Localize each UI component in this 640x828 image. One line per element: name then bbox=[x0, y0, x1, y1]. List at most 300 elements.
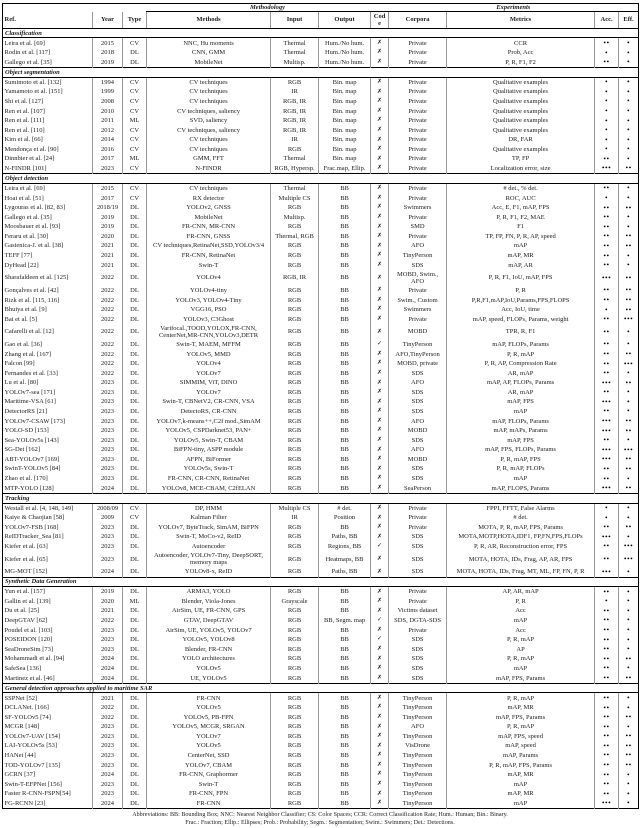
cell-ref: Gasienica-J. et al. [38] bbox=[4, 242, 64, 250]
cell-eff: •• bbox=[619, 654, 639, 664]
cell-year: 2022 bbox=[93, 270, 123, 286]
table-row bbox=[3, 106, 639, 116]
cell-type: DL bbox=[123, 693, 147, 703]
cell-eff: • bbox=[619, 645, 639, 655]
cell-code: ✗ bbox=[371, 286, 389, 296]
section-title: Tracking bbox=[3, 494, 639, 503]
cell-metrics: mAP bbox=[447, 799, 595, 809]
cell-ref: Leira et al. [69] bbox=[4, 39, 45, 47]
cell-eff: • bbox=[619, 513, 639, 523]
cell-type: CV bbox=[123, 513, 147, 523]
cell-ref: YOLOv7-UAV [154] bbox=[4, 732, 61, 740]
cell-year: 2014 bbox=[93, 135, 123, 145]
cell-type: DL bbox=[123, 324, 147, 340]
cell-ref: YOLOv7-CSAW [173] bbox=[4, 417, 66, 425]
cell-input: RGB bbox=[271, 789, 319, 799]
cell-acc: •• bbox=[595, 635, 619, 645]
cell-input: RGB bbox=[271, 532, 319, 542]
cell-type: DL bbox=[123, 713, 147, 723]
cell-corpora: Private bbox=[389, 126, 447, 136]
cell-code: ✗ bbox=[371, 436, 389, 446]
cell-eff: • bbox=[619, 388, 639, 398]
cell-type: DL bbox=[123, 369, 147, 379]
table-row bbox=[3, 270, 639, 286]
cell-metrics: mAP bbox=[447, 407, 595, 417]
cell-corpora: Private bbox=[389, 513, 447, 523]
cell-ref: Leira et al. [69] bbox=[4, 185, 45, 193]
cell-input: RGB bbox=[271, 145, 319, 155]
cell-year: 2011 bbox=[93, 116, 123, 126]
cell-year: 2009 bbox=[93, 513, 123, 523]
cell-methods: CV techniques, saliency bbox=[147, 126, 271, 136]
cell-corpora: MOBD, private bbox=[389, 359, 447, 369]
cell-metrics: Qualitative examples bbox=[447, 126, 595, 136]
cell-type: DL bbox=[123, 635, 147, 645]
table-row bbox=[3, 616, 639, 626]
table-row bbox=[3, 154, 639, 164]
cell-type: CV bbox=[123, 106, 147, 116]
cell-type: DL bbox=[123, 551, 147, 567]
column-header-corpora: Corpora bbox=[389, 12, 447, 29]
cell-corpora: Private bbox=[389, 183, 447, 193]
cell-methods: CenterNet, SSD bbox=[147, 751, 271, 761]
cell-metrics: mAP, FPS, FLOPs, Params bbox=[447, 445, 595, 455]
cell-eff: • bbox=[619, 126, 639, 136]
cell-eff: • bbox=[619, 780, 639, 790]
cell-year: 2023 bbox=[93, 542, 123, 552]
cell-corpora: Private bbox=[389, 48, 447, 58]
cell-corpora: TinyPerson bbox=[389, 693, 447, 703]
section-title: Object segmentation bbox=[3, 68, 639, 77]
cell-year: 2023 bbox=[93, 741, 123, 751]
cell-output: Bin. map bbox=[319, 106, 371, 116]
cell-input: RGB, IR bbox=[271, 126, 319, 136]
cell-year: 2021 bbox=[93, 260, 123, 270]
cell-methods: YOLOv5, Swin-T, CBAM bbox=[147, 436, 271, 446]
cell-methods: NNC, Hu moments bbox=[147, 38, 271, 48]
cell-output: BB bbox=[319, 732, 371, 742]
column-header-code: Code bbox=[371, 12, 389, 29]
cell-eff: •• bbox=[619, 741, 639, 751]
cell-ref: Gallego et al. [35] bbox=[4, 213, 52, 221]
cell-metrics: Qualitative examples bbox=[447, 97, 595, 107]
cell-output: BB bbox=[319, 474, 371, 484]
cell-ref: Sea-YOLOv5s [143] bbox=[4, 436, 59, 444]
cell-type: DL bbox=[123, 587, 147, 597]
cell-methods: YOLO architectures bbox=[147, 654, 271, 664]
cell-ref: Feraru et al. [30] bbox=[4, 232, 49, 240]
cell-output: BB bbox=[319, 270, 371, 286]
table-row bbox=[3, 97, 639, 107]
cell-output: BB bbox=[319, 397, 371, 407]
cell-input: RGB, IR bbox=[271, 116, 319, 126]
cell-code: ✗ bbox=[371, 213, 389, 223]
cell-methods: YOLOv5, MMD bbox=[147, 349, 271, 359]
cell-eff: • bbox=[619, 58, 639, 68]
cell-input: RGB bbox=[271, 713, 319, 723]
table-row bbox=[3, 587, 639, 597]
cell-methods: Swin-T, MAEM, MFFM bbox=[147, 340, 271, 350]
cell-eff: • bbox=[619, 567, 639, 577]
cell-output: BB bbox=[319, 193, 371, 203]
cell-ref: SG-Det [162] bbox=[4, 446, 41, 454]
cell-code: ✗ bbox=[371, 222, 389, 232]
cell-year: 2012 bbox=[93, 126, 123, 136]
cell-year: 2023 bbox=[93, 436, 123, 446]
cell-output: BB bbox=[319, 760, 371, 770]
cell-corpora: TinyPerson bbox=[389, 751, 447, 761]
cell-code: ✗ bbox=[371, 397, 389, 407]
cell-corpora: TinyPerson bbox=[389, 251, 447, 261]
cell-methods: YOLOv5 bbox=[147, 664, 271, 674]
cell-methods: MobileNet bbox=[147, 213, 271, 223]
table-row bbox=[3, 789, 639, 799]
cell-eff: • bbox=[619, 135, 639, 145]
cell-metrics: mAP, FPS, Params bbox=[447, 713, 595, 723]
table-row bbox=[3, 388, 639, 398]
cell-acc: •• bbox=[595, 388, 619, 398]
cell-code: ✗ bbox=[371, 523, 389, 533]
cell-metrics: Localization error, size bbox=[447, 164, 595, 174]
cell-eff: •• bbox=[619, 732, 639, 742]
cell-input: RGB bbox=[271, 625, 319, 635]
cell-corpora: TinyPerson bbox=[389, 799, 447, 809]
cell-corpora: TinyPerson bbox=[389, 770, 447, 780]
cell-input: RGB bbox=[271, 397, 319, 407]
cell-corpora: MOBD bbox=[389, 324, 447, 340]
cell-output: BB bbox=[319, 455, 371, 465]
cell-type: DL bbox=[123, 532, 147, 542]
cell-ref: Lygouras et al. [82, 83] bbox=[4, 204, 66, 212]
cell-code: ✗ bbox=[371, 378, 389, 388]
cell-output: BB bbox=[319, 340, 371, 350]
cell-output: BB bbox=[319, 349, 371, 359]
cell-corpora: SDS bbox=[389, 474, 447, 484]
cell-output: Bin. map bbox=[319, 145, 371, 155]
cell-corpora: SeaPerson bbox=[389, 483, 447, 493]
table-row bbox=[3, 597, 639, 607]
cell-ref: SF-YOLOv5 [74] bbox=[4, 713, 51, 721]
cell-ref: Kiefer et al. [65] bbox=[4, 555, 48, 563]
cell-output: BB bbox=[319, 713, 371, 723]
cell-acc: •• bbox=[595, 673, 619, 683]
cell-ref: Westall et al. [4, 148, 149] bbox=[4, 504, 74, 512]
cell-metrics: mAP, FPS bbox=[447, 397, 595, 407]
cell-year: 2020 bbox=[93, 232, 123, 242]
cell-acc: • bbox=[595, 305, 619, 315]
cell-eff: • bbox=[619, 116, 639, 126]
cell-year: 2023 bbox=[93, 464, 123, 474]
cell-type: DL bbox=[123, 799, 147, 809]
cell-metrics: mAP, Params bbox=[447, 751, 595, 761]
section-title: General detection approaches applied to maritime SAR bbox=[3, 683, 639, 692]
cell-output: Position bbox=[319, 513, 371, 523]
cell-input: RGB bbox=[271, 664, 319, 674]
cell-corpora: SDS bbox=[389, 369, 447, 379]
cell-acc: •• bbox=[595, 464, 619, 474]
cell-output: BB bbox=[319, 407, 371, 417]
cell-metrics: P, R, mAP, FPS, Params bbox=[447, 760, 595, 770]
cell-code: ✗ bbox=[371, 483, 389, 493]
cell-type: CV bbox=[123, 38, 147, 48]
cell-input: RGB bbox=[271, 222, 319, 232]
cell-acc: •• bbox=[595, 625, 619, 635]
cell-year: 2023 bbox=[93, 455, 123, 465]
cell-year: 2019 bbox=[93, 213, 123, 223]
cell-methods: CV techniques bbox=[147, 87, 271, 97]
table-row bbox=[3, 751, 639, 761]
cell-acc: •• bbox=[595, 232, 619, 242]
cell-metrics: mAP, MR bbox=[447, 703, 595, 713]
cell-metrics: MOTA, HOTA, IDs, Frag, AP, AR, FPS bbox=[447, 551, 595, 567]
cell-metrics: ROC, AUC bbox=[447, 193, 595, 203]
cell-corpora: SDS bbox=[389, 436, 447, 446]
cell-output: BB bbox=[319, 597, 371, 607]
cell-acc: •• bbox=[595, 606, 619, 616]
column-header-year: Year bbox=[93, 12, 123, 29]
cell-ref: Martinez et al. [46] bbox=[4, 674, 55, 682]
cell-methods: AFPN, BiFormer bbox=[147, 455, 271, 465]
cell-ref: Fernandes et al. [33] bbox=[4, 369, 58, 377]
cell-ref: Gallin et al. [139] bbox=[4, 597, 51, 605]
table-row bbox=[3, 713, 639, 723]
cell-ref: Kiefer et al. [63] bbox=[4, 542, 48, 550]
cell-type: DL bbox=[123, 606, 147, 616]
cell-year: 2023 bbox=[93, 474, 123, 484]
cell-code: ✓ bbox=[371, 616, 389, 626]
cell-output: BB bbox=[319, 703, 371, 713]
cell-year: 2023 bbox=[93, 789, 123, 799]
cell-acc: • bbox=[595, 193, 619, 203]
cell-year: 2022 bbox=[93, 359, 123, 369]
cell-methods: ARMA3, YOLO bbox=[147, 587, 271, 597]
cell-code: ✓ bbox=[371, 635, 389, 645]
cell-eff: ••• bbox=[619, 445, 639, 455]
cell-output: # det. bbox=[319, 503, 371, 513]
cell-ref: Zhao et al. [170] bbox=[4, 475, 48, 483]
cell-code: ✗ bbox=[371, 551, 389, 567]
cell-corpora: Private bbox=[389, 193, 447, 203]
cell-year: 2023 bbox=[93, 523, 123, 533]
group-header-spacer bbox=[3, 4, 147, 12]
cell-ref: Sharafaldeen et al. [125] bbox=[4, 274, 69, 282]
cell-methods: YOLOv7,k-means++,C2f mod.,SimAM bbox=[147, 416, 271, 426]
cell-output: BB bbox=[319, 645, 371, 655]
cell-ref: ABT-YOLOv7 [169] bbox=[4, 455, 60, 463]
section-header-row bbox=[3, 174, 639, 183]
cell-code: ✗ bbox=[371, 193, 389, 203]
cell-corpora: Victims dataset bbox=[389, 606, 447, 616]
cell-metrics: P, R bbox=[447, 286, 595, 296]
cell-output: BB bbox=[319, 324, 371, 340]
cell-metrics: Qualitative examples bbox=[447, 87, 595, 97]
cell-methods: Varifocal.,TOOD,YOLOX,FR-CNN, CenterNet,MR-CNN,YOLOv3,DETR bbox=[147, 324, 271, 340]
cell-output: BB bbox=[319, 369, 371, 379]
cell-eff: •• bbox=[619, 241, 639, 251]
cell-type: DL bbox=[123, 654, 147, 664]
cell-output: Hum./No hum. bbox=[319, 38, 371, 48]
cell-metrics: CCR bbox=[447, 38, 595, 48]
cell-eff: ••• bbox=[619, 551, 639, 567]
cell-type: DL bbox=[123, 388, 147, 398]
cell-acc: ••• bbox=[595, 270, 619, 286]
cell-metrics: AR, mAP bbox=[447, 369, 595, 379]
cell-metrics: mAP, FPS, Params bbox=[447, 673, 595, 683]
cell-type: DL bbox=[123, 760, 147, 770]
cell-code: ✗ bbox=[371, 251, 389, 261]
cell-acc: •• bbox=[595, 732, 619, 742]
cell-input: Multisp. bbox=[271, 58, 319, 68]
cell-code: ✗ bbox=[371, 645, 389, 655]
cell-input: IR bbox=[271, 87, 319, 97]
table-row bbox=[3, 503, 639, 513]
cell-metrics: mAP, MR bbox=[447, 770, 595, 780]
table-row bbox=[3, 359, 639, 369]
table-row bbox=[3, 126, 639, 136]
table-header bbox=[3, 4, 639, 29]
table-row bbox=[3, 203, 639, 213]
cell-year: 2023 bbox=[93, 780, 123, 790]
cell-corpora: Private bbox=[389, 154, 447, 164]
cell-year: 1999 bbox=[93, 87, 123, 97]
cell-type: DL bbox=[123, 741, 147, 751]
cell-eff: • bbox=[619, 213, 639, 223]
cell-year: 2022 bbox=[93, 703, 123, 713]
cell-eff: • bbox=[619, 799, 639, 809]
cell-eff: • bbox=[619, 616, 639, 626]
cell-output: Frac.map, Ellip. bbox=[319, 164, 371, 174]
cell-corpora: SDS, DGTA-SDS bbox=[389, 616, 447, 626]
cell-output: Bin. map bbox=[319, 77, 371, 87]
table-row bbox=[3, 135, 639, 145]
cell-ref: YOLOv7-sea [171] bbox=[4, 388, 56, 396]
cell-methods: YOLOv7, CBAM bbox=[147, 760, 271, 770]
cell-acc: •• bbox=[595, 203, 619, 213]
cell-type: DL bbox=[123, 232, 147, 242]
cell-methods: AirSim, UE, FR-CNN, GPS bbox=[147, 606, 271, 616]
cell-eff: • bbox=[619, 106, 639, 116]
cell-type: DL bbox=[123, 416, 147, 426]
cell-type: DL bbox=[123, 340, 147, 350]
cell-acc: •• bbox=[595, 38, 619, 48]
cell-eff: ••• bbox=[619, 542, 639, 552]
table-row bbox=[3, 513, 639, 523]
table-row bbox=[3, 324, 639, 340]
cell-methods: GTAV, DeepGTAV bbox=[147, 616, 271, 626]
cell-acc: •• bbox=[595, 523, 619, 533]
cell-input: RGB bbox=[271, 616, 319, 626]
table-row bbox=[3, 780, 639, 790]
cell-input: RGB bbox=[271, 703, 319, 713]
cell-methods: YOLOv5, YOLOv8 bbox=[147, 635, 271, 645]
cell-year: 2024 bbox=[93, 770, 123, 780]
cell-year: 2019 bbox=[93, 222, 123, 232]
cell-output: Bin. map bbox=[319, 135, 371, 145]
cell-ref: Bai et al. [5] bbox=[4, 315, 37, 323]
cell-ref: DetectorRS [21] bbox=[4, 408, 48, 416]
cell-year: 1994 bbox=[93, 77, 123, 87]
cell-type: DL bbox=[123, 625, 147, 635]
cell-corpora: TinyPerson bbox=[389, 789, 447, 799]
cell-output: BB bbox=[319, 305, 371, 315]
cell-type: ML bbox=[123, 154, 147, 164]
cell-type: CV bbox=[123, 193, 147, 203]
cell-input: RGB bbox=[271, 349, 319, 359]
table-row bbox=[3, 455, 639, 465]
cell-year: 2020 bbox=[93, 597, 123, 607]
cell-code: ✗ bbox=[371, 145, 389, 155]
cell-corpora: Swimmers bbox=[389, 203, 447, 213]
cell-methods: DetectoRS, CR-CNN bbox=[147, 407, 271, 417]
cell-type: ML bbox=[123, 116, 147, 126]
cell-metrics: MOTA, P, R, mAP, FPS, Params bbox=[447, 523, 595, 533]
cell-acc: ••• bbox=[595, 455, 619, 465]
cell-metrics: mAP, speed, FLOPs, Params, weight bbox=[447, 315, 595, 325]
cell-output: BB bbox=[319, 464, 371, 474]
cell-eff: •• bbox=[619, 270, 639, 286]
cell-output: BB bbox=[319, 315, 371, 325]
cell-ref: GCRN [37] bbox=[4, 771, 36, 779]
cell-methods: Blender, FR-CNN bbox=[147, 645, 271, 655]
cell-metrics: AR, mAP bbox=[447, 388, 595, 398]
cell-corpora: AFO bbox=[389, 722, 447, 732]
cell-ref: MTP-YOLO [128] bbox=[4, 484, 54, 492]
cell-metrics: AP, AR, mAP bbox=[447, 587, 595, 597]
cell-methods: YOLOv3, YOLOv4-Tiny bbox=[147, 295, 271, 305]
table-row bbox=[3, 369, 639, 379]
cell-corpora: SDS bbox=[389, 551, 447, 567]
cell-methods: Swin-T, CBNetV2, CR-CNN, VSA bbox=[147, 397, 271, 407]
cell-eff: •• bbox=[619, 760, 639, 770]
cell-year: 2010 bbox=[93, 106, 123, 116]
cell-corpora: Swim., Custom bbox=[389, 295, 447, 305]
section-title: Classification bbox=[3, 28, 639, 37]
section-header-row bbox=[3, 577, 639, 586]
cell-metrics: mAP bbox=[447, 616, 595, 626]
cell-input: RGB bbox=[271, 286, 319, 296]
cell-ref: MG-MOT [152] bbox=[4, 568, 48, 576]
cell-input: Thermal bbox=[271, 154, 319, 164]
cell-acc: •• bbox=[595, 340, 619, 350]
cell-acc: • bbox=[595, 97, 619, 107]
cell-methods: YOLOv4 bbox=[147, 359, 271, 369]
cell-ref: Gonçalves et al. [42] bbox=[4, 286, 59, 294]
table-row bbox=[3, 551, 639, 567]
table-row bbox=[3, 397, 639, 407]
cell-corpora: TinyPerson bbox=[389, 760, 447, 770]
cell-eff: •• bbox=[619, 203, 639, 213]
cell-type: DL bbox=[123, 567, 147, 577]
cell-year: 2023 bbox=[93, 722, 123, 732]
cell-methods: Autoencoder bbox=[147, 542, 271, 552]
cell-acc: • bbox=[595, 503, 619, 513]
cell-methods: CV techniques bbox=[147, 135, 271, 145]
table-row bbox=[3, 436, 639, 446]
cell-acc: • bbox=[595, 87, 619, 97]
cell-ref: Gao et al. [36] bbox=[4, 340, 43, 348]
cell-eff: • bbox=[619, 597, 639, 607]
cell-code: ✗ bbox=[371, 713, 389, 723]
cell-methods: FR-CNN, Graphormer bbox=[147, 770, 271, 780]
cell-type: DL bbox=[123, 378, 147, 388]
cell-acc: • bbox=[595, 116, 619, 126]
cell-eff: • bbox=[619, 587, 639, 597]
cell-metrics: Prob, Acc bbox=[447, 48, 595, 58]
cell-acc: •• bbox=[595, 587, 619, 597]
section-header-row bbox=[3, 683, 639, 692]
cell-ref: Ren et al. [110] bbox=[4, 126, 45, 134]
cell-metrics: Qualitative examples bbox=[447, 116, 595, 126]
